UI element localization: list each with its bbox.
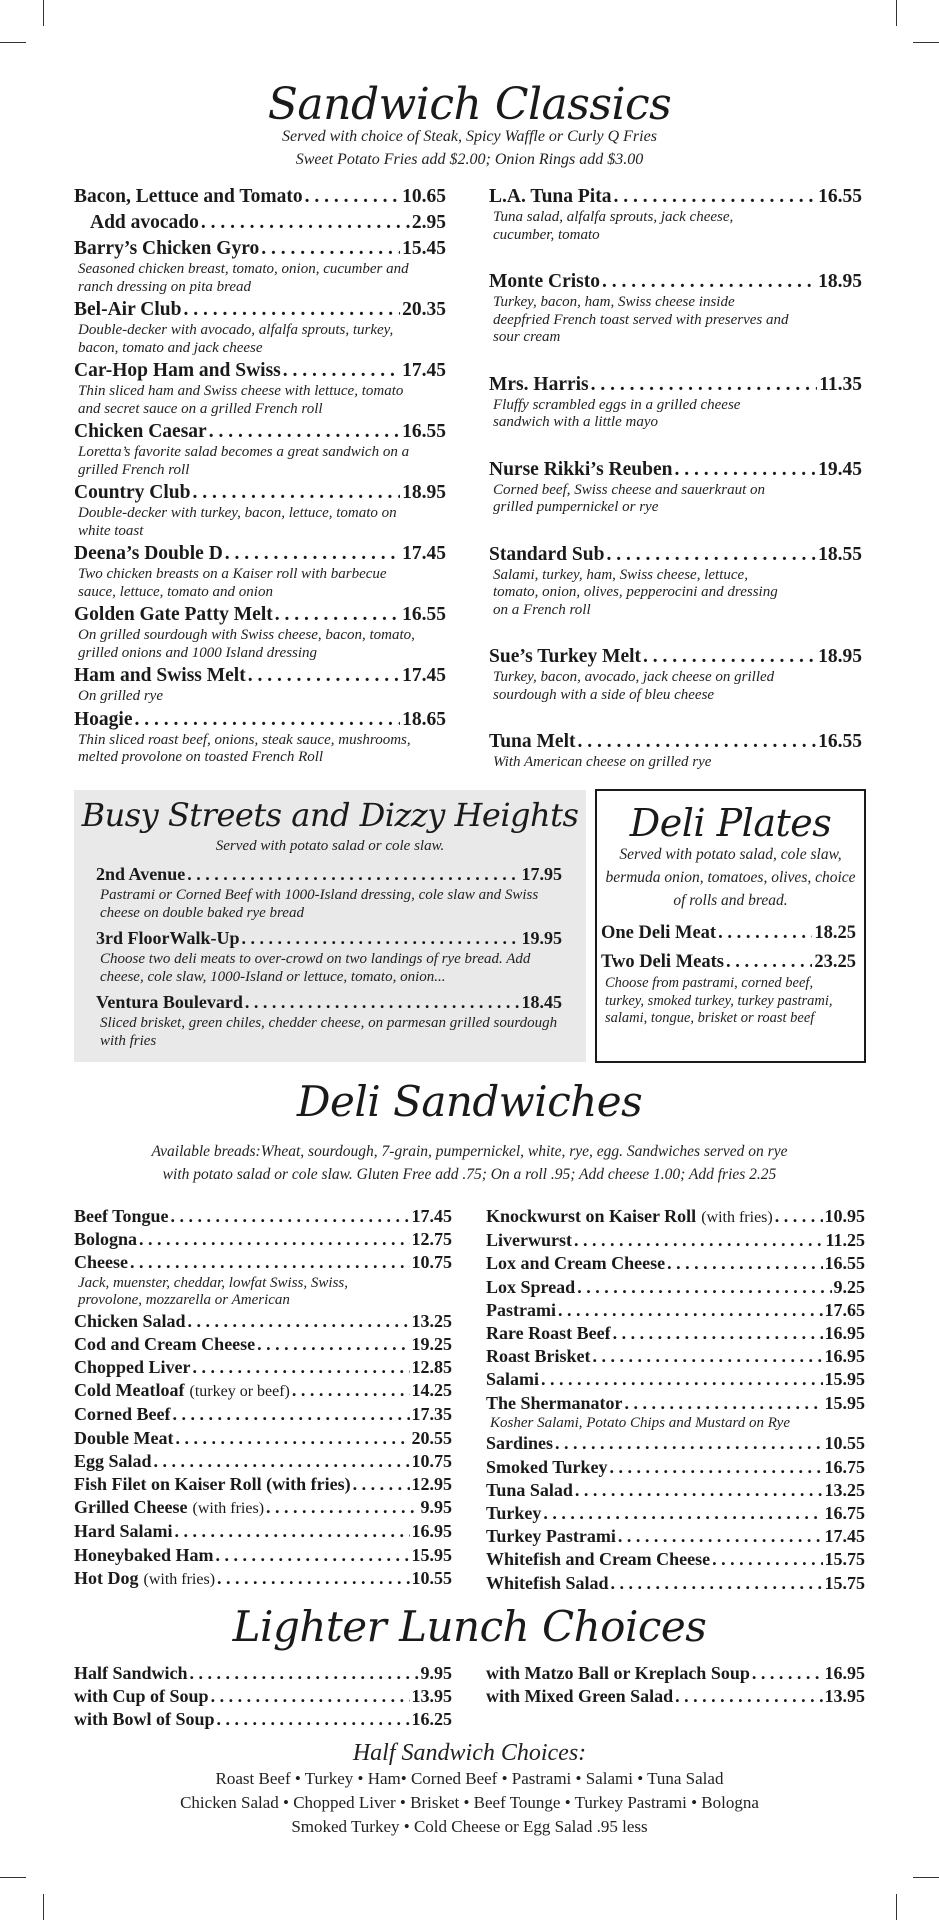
item-price: 17.65 (824, 1299, 865, 1320)
menu-item (74, 1333, 452, 1356)
item-price: 17.45 (402, 665, 446, 686)
item-name: Roast Brisket (486, 1346, 591, 1367)
menu-item (74, 1520, 452, 1543)
item-name: Two Deli Meats (601, 952, 724, 972)
crop-mark (913, 42, 939, 43)
item-price: 18.95 (818, 646, 862, 667)
leader-dots (555, 1432, 822, 1455)
leader-dots (130, 1251, 410, 1274)
menu-item (486, 1392, 865, 1433)
item-name: Half Sandwich (74, 1663, 188, 1683)
menu-item (486, 1662, 865, 1685)
item-description: Pastrami or Corned Beef with 1000-Island dressing, cole slaw and Swiss cheese on double baked rye bread (100, 887, 539, 921)
item-description: Seasoned chicken breast, tomato, onion, cucumber and ranch dressing on pita bread (78, 261, 409, 295)
item-name: Grilled Cheese (74, 1497, 188, 1518)
menu-item (486, 1525, 865, 1548)
menu-item (74, 1544, 452, 1567)
item-price: 9.95 (420, 1497, 452, 1518)
item-name: Fish Filet on Kaiser Roll (with fries) (74, 1474, 351, 1495)
item-name: Chicken Salad (74, 1310, 186, 1331)
leader-dots (602, 270, 816, 294)
item-name: Add avocado (90, 212, 199, 233)
menu-item (74, 1228, 452, 1251)
item-description: With American cheese on grilled rye (493, 754, 712, 770)
item-description: Choose from pastrami, corned beef, turkey, smoked turkey, turkey pastrami, salami, tongue, brisket or roast beef (605, 975, 833, 1026)
leader-dots (139, 1228, 409, 1251)
item-price: 13.25 (824, 1479, 865, 1500)
leader-dots (193, 1356, 410, 1379)
leader-dots (578, 730, 817, 754)
item-name: Corned Beef (74, 1404, 171, 1425)
item-note: (turkey or beef) (189, 1383, 290, 1401)
item-price: 16.55 (824, 1253, 865, 1274)
leader-dots (292, 1379, 410, 1402)
menu-item (489, 730, 862, 772)
item-name: Beef Tongue (74, 1206, 169, 1226)
item-description: Jack, muenster, cheddar, lowfat Swiss, Swiss, provolone, mozzarella or American (78, 1274, 348, 1309)
item-price: 13.95 (824, 1686, 865, 1707)
half-sandwich-choices-title: Half Sandwich Choices: (352, 1740, 587, 1766)
menu-item (486, 1205, 865, 1229)
menu-item (486, 1299, 865, 1322)
menu-item (486, 1432, 865, 1455)
leader-dots (190, 1662, 419, 1685)
menu-item (74, 664, 446, 706)
item-price: 17.45 (824, 1526, 865, 1547)
item-price: 18.65 (402, 708, 446, 730)
menu-item (601, 921, 856, 946)
leader-dots (543, 1502, 822, 1525)
deli-title: Deli Sandwiches (296, 1077, 643, 1126)
item-name: 2nd Avenue (96, 864, 186, 884)
item-name: Pastrami (486, 1299, 556, 1320)
item-price: 10.75 (411, 1252, 452, 1273)
menu-item (486, 1368, 865, 1391)
leader-dots (577, 1276, 831, 1299)
item-price: 18.55 (818, 543, 862, 565)
leader-dots (261, 237, 400, 261)
item-description: Loretta’s favorite salad becomes a great sandwich on a grilled French roll (78, 444, 410, 478)
item-price: 17.45 (402, 360, 446, 381)
leader-dots (175, 1520, 410, 1543)
menu-item (74, 542, 446, 601)
item-price: 16.55 (402, 604, 446, 625)
leader-dots (193, 481, 401, 505)
item-name: Liverwurst (486, 1230, 572, 1251)
item-price: 18.45 (521, 992, 562, 1012)
busy-streets-items (96, 862, 562, 1054)
busy-streets-subtitle: Served with potato salad or cole slaw. (215, 838, 445, 854)
half-sandwich-choices-line: Roast Beef • Turkey • Ham• Corned Beef • Pastrami • Salami • Tuna Salad (215, 1769, 724, 1788)
item-price: 16.55 (818, 186, 862, 207)
menu-item (74, 481, 446, 540)
item-name: Deena’s Double D (74, 543, 223, 564)
leader-dots (674, 458, 816, 482)
menu-item (74, 1567, 452, 1591)
item-note: (with fries) (701, 1209, 773, 1226)
leader-dots (248, 664, 400, 688)
leader-dots (225, 542, 400, 566)
item-name: Chopped Liver (74, 1357, 191, 1378)
item-name: Double Meat (74, 1427, 174, 1448)
half-sandwich-choices-line: Smoked Turkey • Cold Cheese or Egg Salad .95 less (291, 1817, 648, 1836)
classics-left-column (74, 185, 446, 769)
menu-item (74, 1708, 452, 1731)
leader-dots (211, 1685, 410, 1708)
leader-dots (135, 708, 401, 732)
item-price: 17.95 (521, 864, 562, 884)
item-name: Lox and Cream Cheese (486, 1253, 666, 1274)
item-name: The Shermanator (486, 1392, 623, 1413)
leader-dots (154, 1450, 410, 1473)
item-name: Ham and Swiss Melt (74, 665, 246, 686)
item-name: Bacon, Lettuce and Tomato (74, 186, 303, 207)
item-price: 10.95 (824, 1206, 865, 1226)
item-description: Salami, turkey, ham, Swiss cheese, lettuce, tomato, onion, olives, pepperocini and dressing on a French roll (493, 566, 778, 618)
leader-dots (257, 1333, 409, 1356)
leader-dots (558, 1299, 823, 1322)
menu-item (601, 950, 856, 1028)
crop-mark (896, 1894, 897, 1920)
item-description: Kosher Salami, Potato Chips and Mustard on Rye (490, 1414, 790, 1431)
leader-dots (591, 373, 818, 397)
item-price: 16.95 (824, 1346, 865, 1367)
item-price: 23.25 (814, 952, 856, 972)
item-price: 10.65 (402, 186, 446, 207)
item-name: Hot Dog (74, 1567, 139, 1588)
leader-dots (188, 1310, 410, 1333)
menu-item (74, 1403, 452, 1426)
item-price: 15.75 (824, 1549, 865, 1570)
item-price: 20.35 (402, 299, 446, 320)
item-price: 16.95 (824, 1663, 865, 1683)
menu-item (74, 1685, 452, 1708)
menu-item (96, 862, 562, 922)
menu-item (486, 1229, 865, 1252)
item-price: 20.55 (411, 1427, 452, 1448)
deli-plates-items (601, 921, 856, 1032)
menu-item (489, 270, 862, 347)
menu-item (489, 645, 862, 704)
item-price: 12.95 (411, 1474, 452, 1495)
deli-plates-panel (595, 789, 866, 1063)
item-price: 15.95 (824, 1392, 865, 1413)
item-name: Tuna Salad (486, 1479, 573, 1500)
leader-dots (675, 1685, 822, 1708)
leader-dots (606, 543, 816, 567)
item-price: 16.75 (824, 1502, 865, 1523)
item-name: with Mixed Green Salad (486, 1686, 674, 1707)
leader-dots (175, 1427, 409, 1450)
item-name: Ventura Boulevard (96, 992, 243, 1012)
menu-item (74, 237, 446, 296)
menu-item (74, 359, 446, 418)
crop-mark (896, 0, 897, 26)
item-name: Turkey Pastrami (486, 1526, 616, 1547)
item-description: Turkey, bacon, ham, Swiss cheese inside deepfried French toast served with preserves and sour cream (493, 294, 789, 345)
item-price: 10.55 (824, 1433, 865, 1454)
leader-dots (574, 1229, 824, 1252)
item-description: Tuna salad, alfalfa sprouts, jack cheese, cucumber, tomato (493, 209, 734, 243)
leader-dots (171, 1205, 410, 1228)
menu-item (74, 708, 446, 767)
item-price: 17.45 (402, 543, 446, 564)
leader-dots (172, 1403, 409, 1426)
item-price: 16.55 (818, 731, 862, 752)
menu-item (486, 1685, 865, 1708)
menu-item (486, 1456, 865, 1479)
deli-plates-title: Deli Plates (629, 801, 832, 845)
menu-item (96, 926, 562, 986)
lighter-left-column (74, 1662, 452, 1732)
leader-dots (201, 211, 410, 235)
item-name: Lox Spread (486, 1276, 576, 1297)
item-name: Bologna (74, 1229, 138, 1250)
item-price: 11.25 (825, 1230, 865, 1251)
item-price: 16.25 (411, 1709, 452, 1730)
item-name: Monte Cristo (489, 271, 601, 292)
half-sandwich-choices-line: Chicken Salad • Chopped Liver • Brisket • Beef Tounge • Turkey Pastrami • Bologna (180, 1793, 759, 1812)
item-price: 15.95 (824, 1369, 865, 1390)
item-name: Standard Sub (489, 543, 605, 565)
item-description: On grilled rye (78, 688, 163, 704)
menu-item (74, 185, 446, 209)
item-description: Turkey, bacon, avocado, jack cheese on grilled sourdough with a side of bleu cheese (493, 669, 775, 703)
item-name: Honeybaked Ham (74, 1544, 214, 1565)
item-name: Tuna Melt (489, 731, 576, 752)
item-name: L.A. Tuna Pita (489, 186, 612, 207)
leader-dots (775, 1205, 823, 1228)
item-name: Egg Salad (74, 1450, 152, 1471)
menu-item (74, 1310, 452, 1333)
item-price: 12.75 (411, 1229, 452, 1250)
classics-right-column (489, 185, 862, 774)
menu-item (74, 1379, 452, 1403)
menu-item (486, 1322, 865, 1345)
item-price: 9.25 (833, 1276, 865, 1297)
leader-dots (752, 1662, 823, 1685)
item-name: Rare Roast Beef (486, 1323, 611, 1344)
item-price: 12.85 (411, 1357, 452, 1378)
item-price: 15.45 (402, 238, 446, 259)
item-name: Knockwurst on Kaiser Roll (486, 1206, 697, 1226)
menu-item (489, 185, 862, 244)
item-description: Sliced brisket, green chiles, chedder cheese, on parmesan grilled sourdough with fries (100, 1015, 558, 1049)
item-price: 11.35 (819, 373, 862, 395)
leader-dots (187, 862, 519, 887)
item-name: Turkey (486, 1502, 542, 1523)
item-price: 16.95 (824, 1323, 865, 1344)
item-name: 3rd FloorWalk-Up (96, 928, 240, 948)
item-price: 18.25 (814, 923, 856, 943)
item-name: Cold Meatloaf (74, 1380, 185, 1401)
leader-dots (643, 645, 816, 669)
leader-dots (625, 1392, 823, 1415)
menu-item (74, 603, 446, 662)
item-description: On grilled sourdough with Swiss cheese, bacon, tomato, grilled onions and 1000 Island dressing (78, 627, 415, 661)
crop-mark (0, 42, 26, 43)
menu-item (74, 298, 446, 357)
lighter-title: Lighter Lunch Choices (232, 1602, 707, 1651)
item-price: 16.55 (402, 421, 446, 442)
menu-item (486, 1572, 865, 1595)
busy-streets-title: Busy Streets and Dizzy Heights (81, 796, 579, 834)
menu-item (74, 211, 446, 235)
leader-dots (667, 1252, 822, 1275)
item-price: 16.95 (411, 1521, 452, 1542)
menu-item (486, 1252, 865, 1275)
item-name: Smoked Turkey (486, 1456, 608, 1477)
item-name: Hard Salami (74, 1521, 173, 1542)
leader-dots (575, 1479, 823, 1502)
classics-title: Sandwich Classics (267, 79, 672, 130)
menu-item (486, 1548, 865, 1571)
classics-subtitle-1: Served with choice of Steak, Spicy Waffle or Curly Q Fries (282, 128, 657, 145)
item-description: Double-decker with turkey, bacon, lettuce, tomato on white toast (78, 505, 397, 539)
leader-dots (726, 950, 812, 975)
item-note: (with fries) (143, 1570, 216, 1588)
menu-item (74, 1662, 452, 1685)
item-price: 18.95 (402, 482, 446, 503)
menu-item (489, 543, 862, 620)
crop-mark (43, 0, 44, 26)
crop-mark (43, 1894, 44, 1920)
leader-dots (209, 420, 400, 444)
deli-subtitle-1: Available breads:Wheat, sourdough, 7-grain, pumpernickel, white, rye, egg. Sandwiches served on rye (151, 1143, 788, 1160)
item-name: Country Club (74, 482, 191, 503)
item-name: Golden Gate Patty Melt (74, 604, 273, 625)
item-name: Barry’s Chicken Gyro (74, 238, 260, 259)
menu-item (489, 458, 862, 517)
leader-dots (305, 185, 401, 209)
item-price: 18.95 (818, 271, 862, 292)
item-name: Chicken Caesar (74, 421, 207, 442)
leader-dots (718, 921, 812, 946)
item-price: 17.35 (411, 1404, 452, 1425)
item-price: 10.55 (411, 1567, 452, 1588)
leader-dots (275, 603, 400, 627)
leader-dots (613, 1322, 823, 1345)
leader-dots (593, 1345, 823, 1368)
leader-dots (283, 359, 400, 383)
menu-item (74, 1356, 452, 1379)
item-price: 19.25 (411, 1333, 452, 1354)
item-name: One Deli Meat (601, 923, 717, 943)
item-name: Sardines (486, 1433, 554, 1454)
item-name: Cod and Cream Cheese (74, 1333, 256, 1354)
leader-dots (245, 990, 520, 1015)
busy-streets-panel (74, 790, 586, 1062)
item-name: Whitefish and Cream Cheese (486, 1549, 711, 1570)
menu-item (74, 1450, 452, 1473)
menu-item (74, 1205, 452, 1228)
item-price: 10.75 (411, 1450, 452, 1471)
item-price: 15.75 (824, 1572, 865, 1593)
item-name: with Bowl of Soup (74, 1709, 215, 1730)
item-description: Corned beef, Swiss cheese and sauerkraut on grilled pumpernickel or rye (493, 481, 766, 515)
classics-subtitle-2: Sweet Potato Fries add $2.00; Onion Rings add $3.00 (295, 151, 644, 168)
item-description: Fluffy scrambled eggs in a grilled cheese sandwich with a little mayo (493, 396, 741, 430)
menu-item (74, 1427, 452, 1450)
leader-dots (183, 298, 400, 322)
item-description: Double-decker with avocado, alfalfa sprouts, turkey, bacon, tomato and jack cheese (78, 322, 394, 356)
leader-dots (611, 1572, 823, 1595)
item-price: 17.45 (411, 1206, 452, 1226)
menu-item (96, 990, 562, 1050)
item-price: 19.45 (818, 458, 862, 480)
leader-dots (217, 1567, 409, 1590)
menu-item (74, 1251, 452, 1309)
leader-dots (242, 926, 520, 951)
item-price: 13.25 (411, 1310, 452, 1331)
item-note: (with fries) (192, 1500, 265, 1518)
menu-item (74, 1473, 452, 1496)
deli-plates-subtitle: Served with potato salad, cole slaw, bermuda onion, tomatoes, olives, choice of rolls and bread. (605, 846, 856, 909)
menu-item (486, 1345, 865, 1368)
leader-dots (541, 1368, 822, 1391)
item-price: 14.25 (411, 1380, 452, 1401)
item-name: with Cup of Soup (74, 1686, 209, 1707)
item-description: Two chicken breasts on a Kaiser roll with barbecue sauce, lettuce, tomato and onion (78, 566, 387, 600)
leader-dots (610, 1456, 823, 1479)
item-name: Salami (486, 1369, 540, 1390)
menu-item (74, 420, 446, 479)
leader-dots (613, 185, 816, 209)
item-name: Car-Hop Ham and Swiss (74, 360, 281, 381)
deli-left-column (74, 1205, 452, 1591)
deli-subtitle-2: with potato salad or cole slaw. Gluten Free add .75; On a roll .95; Add cheese 1.00; Add fries 2.25 (162, 1166, 777, 1183)
item-name: with Matzo Ball or Kreplach Soup (486, 1663, 750, 1683)
item-price: 19.95 (521, 928, 562, 948)
item-name: Whitefish Salad (486, 1572, 609, 1593)
crop-mark (913, 1877, 939, 1878)
item-price: 13.95 (411, 1686, 452, 1707)
leader-dots (216, 1544, 410, 1567)
item-name: Nurse Rikki’s Reuben (489, 458, 673, 480)
leader-dots (618, 1525, 823, 1548)
menu-item (486, 1276, 865, 1299)
leader-dots (217, 1708, 410, 1731)
leader-dots (712, 1548, 822, 1571)
item-description: Choose two deli meats to over-crowd on two landings of rye bread. Add cheese, cole slaw, 1000-Island or lettuce, tomato, onion... (100, 951, 531, 985)
menu-item (486, 1479, 865, 1502)
menu-item (74, 1496, 452, 1520)
menu-item (489, 373, 862, 432)
crop-mark (0, 1877, 26, 1878)
item-description: Thin sliced ham and Swiss cheese with lettuce, tomato and secret sauce on a grilled French roll (78, 383, 404, 417)
item-price: 15.95 (411, 1544, 452, 1565)
deli-right-column (486, 1205, 865, 1595)
item-price: 16.75 (824, 1456, 865, 1477)
lighter-right-column (486, 1662, 865, 1708)
item-name: Bel-Air Club (74, 299, 182, 320)
item-price: 2.95 (411, 212, 446, 233)
menu-item (486, 1502, 865, 1525)
item-name: Mrs. Harris (489, 373, 589, 395)
item-price: 9.95 (420, 1663, 452, 1683)
leader-dots (353, 1473, 410, 1496)
item-name: Cheese (74, 1252, 128, 1273)
item-name: Sue’s Turkey Melt (489, 646, 642, 667)
item-description: Thin sliced roast beef, onions, steak sauce, mushrooms, melted provolone on toasted French Roll (78, 731, 411, 765)
item-name: Hoagie (74, 708, 133, 730)
leader-dots (266, 1496, 418, 1519)
